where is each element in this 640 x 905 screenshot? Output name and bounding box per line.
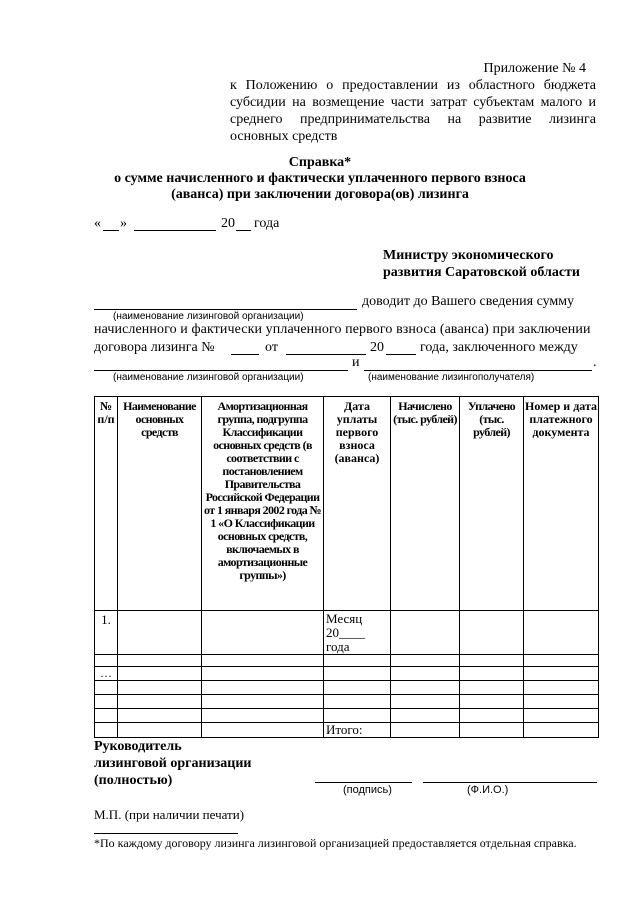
header-name: Наименование основных средств — [118, 397, 202, 611]
body-and: и — [352, 355, 360, 370]
header-group: Амортизационная группа, подгруппа Классификации основных средств (в соответствии с постановлением Правительства Российской Федерации от 1 января 2002 года № 1 «О Классификации основных средств, включаемых в амортизационные группы») — [202, 397, 324, 611]
body-line3-a: договора лизинга № — [94, 340, 215, 355]
appendix-number: Приложение № 4 — [483, 61, 586, 76]
body-line3-d: года, заключенного между — [420, 340, 578, 355]
total-label: Итого: — [324, 723, 391, 738]
header-paid: Уплачено (тыс. рублей) — [460, 397, 524, 611]
addressee-line2: развития Саратовской области — [383, 265, 580, 280]
table-header-row — [95, 397, 599, 611]
body-dot: . — [593, 355, 597, 370]
header-accrued: Начислено (тыс. рублей) — [391, 397, 460, 611]
hint-lessee: (наименование лизингополучателя) — [368, 372, 535, 383]
row1-month: Месяц — [326, 611, 363, 626]
footnote-divider — [94, 833, 238, 834]
hint-lessor: (наименование лизинговой организации) — [113, 372, 304, 383]
appendix-description: к Положению о предоставлении из областного бюджета субсидии на возмещение части затрат субъектам малого и среднего предпринимательства на развитие лизинга основных средств — [230, 78, 596, 144]
table-row — [95, 667, 599, 681]
row-ellipsis: … — [95, 667, 118, 681]
title-line2: (аванса) при заключении договора(ов) лизинга — [171, 187, 469, 202]
row1-num: 1. — [95, 611, 118, 655]
lessor-blank — [94, 370, 348, 371]
body-line1-tail: доводит до Вашего сведения сумму — [362, 294, 575, 309]
contract-number-blank — [231, 354, 259, 355]
table-cell — [202, 611, 324, 655]
full-name-hint: (Ф.И.О.) — [467, 784, 509, 796]
contract-year-blank — [386, 354, 416, 355]
year-prefix: 20 — [221, 216, 235, 231]
date-open-quote: « — [94, 216, 101, 231]
table-row — [95, 655, 599, 667]
header-num: № п/п — [95, 397, 118, 611]
day-blank — [103, 230, 119, 231]
table-row — [95, 681, 599, 695]
month-blank — [134, 230, 216, 231]
table-cell — [118, 611, 202, 655]
table-cell — [391, 611, 460, 655]
signature-hint: (подпись) — [343, 784, 392, 796]
appendix-block — [230, 60, 596, 145]
date-close-quote: » — [120, 216, 127, 231]
addressee — [383, 247, 580, 281]
addressee-line1: Министру экономического — [383, 248, 554, 263]
row1-pay-date — [324, 611, 391, 655]
table-cell — [460, 611, 524, 655]
signature-blank — [315, 782, 412, 783]
hint-org-name: (наименование лизинговой организации) — [113, 311, 304, 322]
title-line1: о сумме начисленного и фактически уплаченного первого взноса — [114, 171, 526, 186]
year-blank — [236, 230, 251, 231]
row1-year-word: года — [326, 639, 350, 654]
row1-year: 20____ — [326, 625, 365, 640]
body-line3-c: 20 — [370, 340, 384, 355]
signatory-title — [94, 738, 251, 789]
signatory-line1: Руководитель — [94, 739, 182, 754]
date-line — [94, 216, 294, 234]
year-suffix: года — [254, 216, 280, 231]
signatory-line3: (полностью) — [94, 773, 173, 788]
body-line2: начисленного и фактически уплаченного первого взноса (аванса) при заключении — [94, 322, 591, 337]
document-title — [90, 155, 550, 203]
signatory-line2: лизинговой организации — [94, 756, 252, 771]
table-row — [95, 709, 599, 723]
header-doc: Номер и дата платежного документа — [524, 397, 599, 611]
lessee-blank — [364, 370, 592, 371]
footnote: *По каждому договору лизинга лизинговой организацией предоставляется отдельная справка. — [94, 836, 577, 850]
header-pay-date: Дата уплаты первого взноса (аванса) — [324, 397, 391, 611]
leasing-table — [94, 396, 599, 738]
table-cell — [524, 611, 599, 655]
org-name-blank — [94, 309, 357, 310]
table-row — [95, 611, 599, 655]
title-main: Справка* — [288, 155, 352, 170]
body-line3-b: от — [265, 340, 278, 355]
stamp-note: М.П. (при наличии печати) — [94, 807, 245, 822]
table-total-row — [95, 723, 599, 738]
full-name-blank — [423, 782, 597, 783]
table-row — [95, 695, 599, 709]
